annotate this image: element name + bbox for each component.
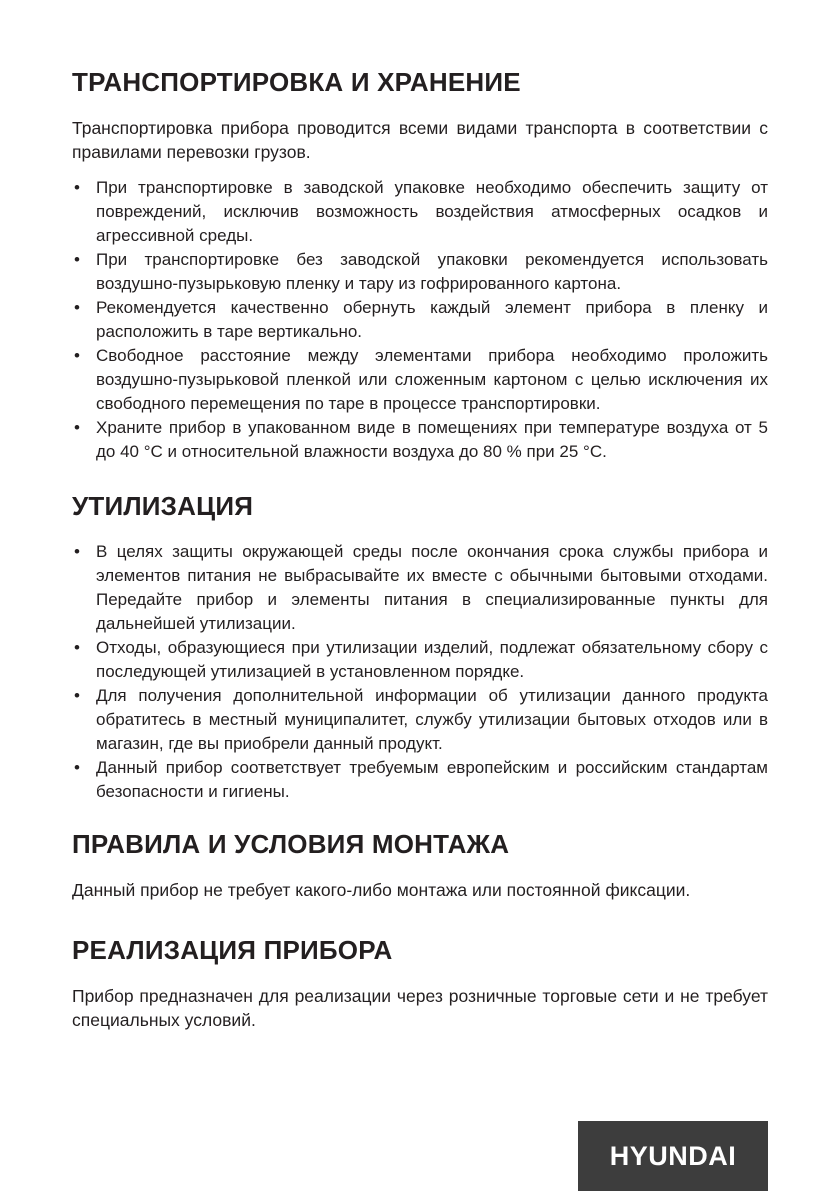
list-item: [72, 416, 768, 464]
bullet-list: [72, 176, 768, 464]
document-page: [72, 64, 768, 1044]
section-title: УТИЛИЗАЦИЯ: [72, 491, 254, 521]
section-transport-storage: [72, 64, 768, 464]
list-item: [72, 636, 768, 684]
logo-text: HYUNDAI: [609, 1140, 737, 1171]
section-title: РЕАЛИЗАЦИЯ ПРИБОРА: [72, 935, 393, 965]
bullet-icon: •: [74, 178, 80, 197]
list-item: [72, 684, 768, 756]
bullet-icon: •: [74, 298, 80, 317]
list-item: [72, 248, 768, 296]
section-sales: [72, 932, 768, 1032]
list-item-text: Для получения дополнительной информации об утилизации данного продукта обратитесь в местный муниципалитет, службу утилизации бытовых отходов или в магазин, где вы приобрели данный продукт.: [96, 686, 768, 753]
list-item: [72, 296, 768, 344]
list-item: [72, 756, 768, 804]
list-item-text: При транспортировке в заводской упаковке необходимо обеспечить защиту от повреждений, исключив возможность воздействия атмосферных осадков и агрессивной среды.: [96, 178, 768, 245]
list-item: [72, 176, 768, 248]
bullet-list: [72, 540, 768, 804]
list-item: [72, 540, 768, 636]
bullet-icon: •: [74, 638, 80, 657]
bullet-icon: •: [74, 686, 80, 705]
hyundai-logo: [578, 1121, 768, 1191]
list-item-text: В целях защиты окружающей среды после окончания срока службы прибора и элементов питания не выбрасывайте их вместе с обычными бытовыми отходами. Передайте прибор и элементы питания в специализированные пункты для дальнейшей утилизации.: [96, 542, 768, 633]
list-item-text: Рекомендуется качественно обернуть каждый элемент прибора в пленку и расположить в таре вертикально.: [96, 298, 768, 341]
section-installation: [72, 826, 768, 902]
bullet-icon: •: [74, 418, 80, 437]
list-item-text: При транспортировке без заводской упаковки рекомендуется использовать воздушно-пузырьковую пленку и тару из гофрированного картона.: [96, 250, 768, 293]
list-item-text: Свободное расстояние между элементами прибора необходимо проложить воздушно-пузырьковой пленкой или сложенным картоном с целью исключения их свободного перемещения по таре в процессе транспортировки.: [96, 346, 768, 413]
section-title: ТРАНСПОРТИРОВКА И ХРАНЕНИЕ: [72, 67, 521, 97]
section-intro: Данный прибор не требует какого-либо монтажа или постоянной фиксации.: [72, 880, 691, 900]
bullet-icon: •: [74, 346, 80, 365]
section-title: ПРАВИЛА И УСЛОВИЯ МОНТАЖА: [72, 829, 510, 859]
list-item-text: Данный прибор соответствует требуемым европейским и российским стандартам безопасности и гигиены.: [96, 758, 768, 801]
list-item-text: Отходы, образующиеся при утилизации изделий, подлежат обязательному сбору с последующей утилизацией в установленном порядке.: [96, 638, 768, 681]
section-disposal: [72, 488, 768, 804]
bullet-icon: •: [74, 758, 80, 777]
list-item: [72, 344, 768, 416]
bullet-icon: •: [74, 250, 80, 269]
bullet-icon: •: [74, 542, 80, 561]
list-item-text: Храните прибор в упакованном виде в помещениях при температуре воздуха от 5 до 40 °С и относительной влажности воздуха до 80 % при 25 °С.: [96, 418, 768, 461]
section-intro: Транспортировка прибора проводится всеми видами транспорта в соответствии с правилами перевозки грузов.: [72, 118, 768, 162]
section-intro: Прибор предназначен для реализации через розничные торговые сети и не требует специальных условий.: [72, 986, 768, 1030]
